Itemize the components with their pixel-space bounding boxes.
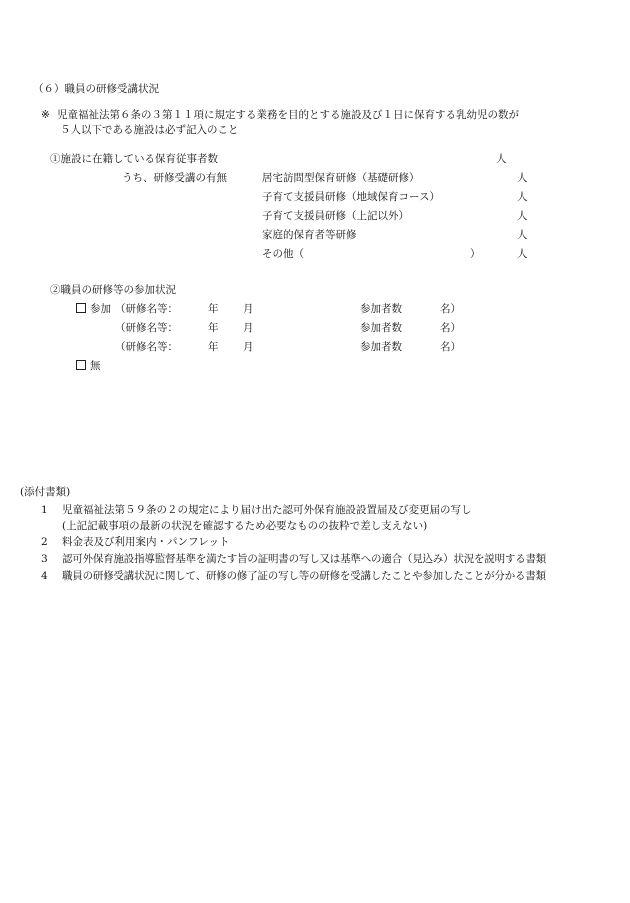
training-unit-1: 人 xyxy=(517,172,528,184)
note-line-1: 児童福祉法第６条の３第１１項に規定する業務を目的とする施設及び１日に保育する乳幼児の数が xyxy=(57,109,519,121)
training-name-1: 居宅訪問型保育研修（基礎研修） xyxy=(262,172,420,184)
training-close-5: ） xyxy=(470,248,481,260)
attachment-text-3: 認可外保育施設指導監督基準を満たす旨の証明書の写し又は基準への適合（見込み）状況を説明する書類 xyxy=(62,553,547,565)
participation-row-2-month: 月 xyxy=(243,322,254,334)
training-name-5: その他（ xyxy=(262,248,304,260)
attachment-num-1: 1 xyxy=(41,504,48,516)
training-unit-3: 人 xyxy=(517,210,528,222)
participation-row-3-year: 年 xyxy=(208,341,219,353)
participation-row-2-name: （研修名等： xyxy=(115,322,178,334)
note-line-2: ５人以下である施設は必ず記入のこと xyxy=(60,124,239,136)
note-mark: ※ xyxy=(41,109,50,121)
participation-label: ②職員の研修等の参加状況 xyxy=(50,284,176,296)
staff-count-unit: 人 xyxy=(496,153,507,165)
attachments-title: (添付書類) xyxy=(20,486,71,498)
training-name-4: 家庭的保育者等研修 xyxy=(262,229,357,241)
participation-row-2-year: 年 xyxy=(208,322,219,334)
participation-row-1-month: 月 xyxy=(243,303,254,315)
none-label: 無 xyxy=(90,360,101,372)
participation-row-1-name: （研修名等： xyxy=(115,303,178,315)
training-unit-4: 人 xyxy=(517,229,528,241)
participation-row-3-people: 名） xyxy=(440,341,461,353)
none-checkbox[interactable] xyxy=(76,360,101,373)
participation-row-2-people: 名） xyxy=(440,322,461,334)
training-sub-label: うち、研修受講の有無 xyxy=(122,172,227,184)
participate-label: 参加 xyxy=(90,303,111,315)
attachment-num-4: 4 xyxy=(41,570,48,582)
training-name-2: 子育て支援員研修（地域保育コース） xyxy=(262,191,440,203)
attachment-text-2: 料金表及び利用案内・パンフレット xyxy=(62,536,230,548)
attachment-text-1: 児童福祉法第５９条の２の規定により届け出た認可外保育施設設置届及び変更届の写し xyxy=(62,504,472,516)
section-title: （６）職員の研修受講状況 xyxy=(33,83,159,95)
attachment-sub-1: (上記記載事項の最新の状況を確認するため必要なものの抜粋で差し支えない) xyxy=(62,520,428,532)
participation-row-3-name: （研修名等： xyxy=(115,341,178,353)
participation-row-3-month: 月 xyxy=(243,341,254,353)
participation-row-1-count: 参加者数 xyxy=(360,303,402,315)
attachment-num-3: 3 xyxy=(41,553,48,565)
training-name-3: 子育て支援員研修（上記以外） xyxy=(262,210,409,222)
staff-count-label: ①施設に在籍している保育従事者数 xyxy=(50,153,218,165)
participation-row-3-count: 参加者数 xyxy=(360,341,402,353)
participation-row-1-people: 名） xyxy=(440,303,461,315)
participation-row-2-count: 参加者数 xyxy=(360,322,402,334)
attachment-text-4: 職員の研修受講状況に関して、研修の修了証の写し等の研修を受講したことや参加したことが分かる書類 xyxy=(62,570,546,582)
attachment-num-2: 2 xyxy=(41,536,48,548)
training-unit-5: 人 xyxy=(517,248,528,260)
participation-row-1-year: 年 xyxy=(208,303,219,315)
participate-checkbox[interactable] xyxy=(76,303,111,316)
training-unit-2: 人 xyxy=(517,191,528,203)
